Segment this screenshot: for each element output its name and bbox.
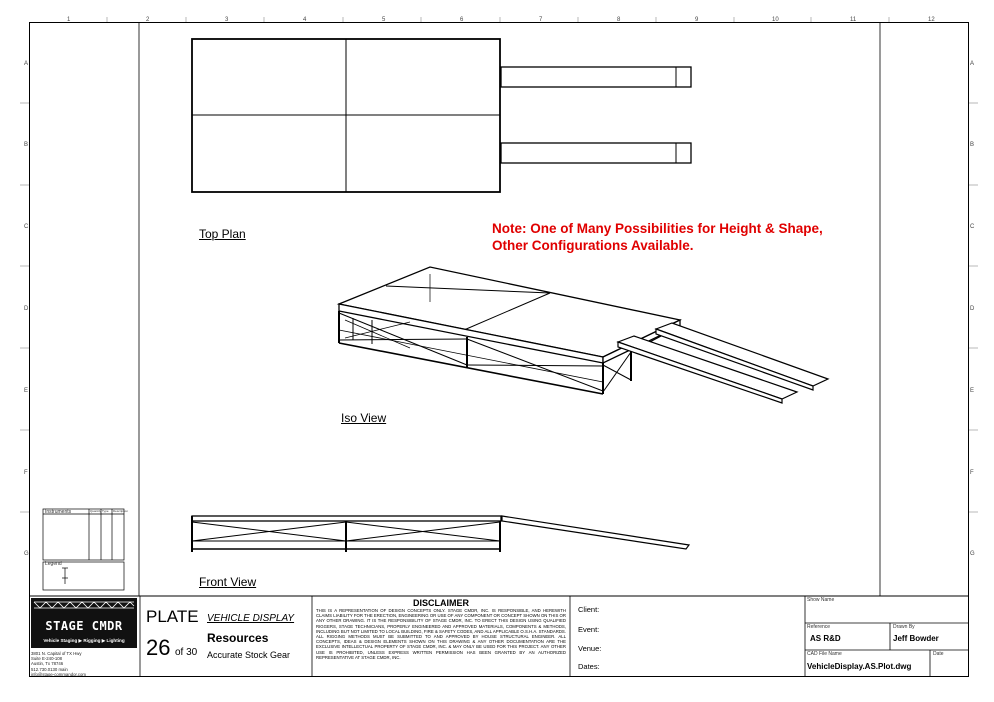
- cad-file-value: VehicleDisplay.AS.Plot.dwg: [807, 662, 912, 671]
- grid-row-e-right: E: [970, 388, 975, 394]
- grid-col-4: 4: [303, 17, 307, 23]
- grid-row-d-right: D: [970, 306, 975, 312]
- company-tagline: Vehicle Staging ▶ Rigging ▶ Lighting: [43, 638, 125, 643]
- grid-row-g: G: [24, 551, 29, 557]
- plate-of-total: of 30: [175, 647, 198, 658]
- grid-col-1: 1: [67, 17, 71, 23]
- date-label: Date: [933, 651, 944, 657]
- grid-row-a-right: A: [970, 61, 975, 67]
- grid-col-8: 8: [617, 17, 621, 23]
- plate-number: 26: [146, 635, 171, 660]
- grid-row-c-right: C: [970, 224, 975, 230]
- note-line-2: Other Configurations Available.: [492, 238, 694, 253]
- venue-field: Venue:: [578, 644, 602, 653]
- instruments-col-a: Quantity: [90, 509, 102, 513]
- grid-col-2: 2: [146, 17, 150, 23]
- grid-row-g-right: G: [970, 551, 975, 557]
- left-info-boxes: [43, 509, 124, 590]
- configuration-note: [492, 220, 823, 254]
- top-plan-ramp-1: [501, 67, 691, 87]
- address-line: 3801 N. Capital of TX Hwy: [31, 651, 82, 656]
- front-view-label: Front View: [199, 575, 257, 589]
- dates-field: Dates:: [578, 662, 600, 671]
- event-field: Event:: [578, 625, 600, 634]
- iso-view-label: Iso View: [341, 411, 387, 425]
- company-address: [31, 651, 86, 677]
- disclaimer-heading: DISCLAIMER: [413, 598, 469, 608]
- drawn-by-value: Jeff Bowder: [893, 634, 939, 643]
- front-view-drawing: [192, 516, 689, 552]
- company-name: STAGE CMDR: [45, 619, 123, 633]
- grid-col-7: 7: [539, 17, 543, 23]
- drawn-by-label: Drawn By: [893, 624, 915, 630]
- grid-row-b: B: [24, 142, 29, 148]
- note-line-1: Note: One of Many Possibilities for Height & Shape,: [492, 221, 823, 236]
- grid-col-3: 3: [225, 17, 229, 23]
- grid-col-6: 6: [460, 17, 464, 23]
- grid-col-11: 11: [850, 17, 857, 23]
- grid-row-b-right: B: [970, 142, 975, 148]
- legend-label: Legend: [45, 561, 62, 567]
- plate-subtitle: Accurate Stock Gear: [207, 650, 291, 660]
- grid-col-5: 5: [382, 17, 386, 23]
- grid-row-a: A: [24, 61, 29, 67]
- show-name-label: Show Name: [807, 597, 835, 603]
- front-deck: [192, 516, 501, 521]
- plate-resources: Resources: [207, 631, 269, 645]
- top-plan-drawing: [192, 39, 691, 192]
- grid-row-d: D: [24, 306, 29, 312]
- top-plan-ramp-2: [501, 143, 691, 163]
- grid-ticks: [20, 17, 978, 512]
- grid-col-10: 10: [772, 17, 779, 23]
- address-line: Suite E-240-108: [31, 656, 63, 662]
- client-field: Client:: [578, 605, 600, 614]
- grid-row-c: C: [24, 224, 29, 230]
- grid-row-f-right: F: [970, 470, 974, 476]
- address-line: info@stage-commandor.com: [31, 671, 86, 677]
- reference-label: Reference: [807, 624, 831, 630]
- instruments-label: Instruments: [45, 509, 72, 515]
- grid-col-9: 9: [695, 17, 699, 23]
- company-logo: [31, 598, 137, 648]
- instruments-col-c: Description: [113, 509, 129, 513]
- address-line: Austin, Tx 78746: [31, 661, 64, 667]
- grid-row-e: E: [24, 388, 29, 394]
- reference-value: AS R&D: [810, 634, 841, 643]
- plate-title: VEHICLE DISPLAY: [207, 613, 295, 624]
- front-ramp: [502, 516, 689, 549]
- disclaimer-block: [316, 598, 566, 660]
- plate-label: PLATE: [146, 607, 199, 626]
- grid-col-12: 12: [928, 17, 935, 23]
- iso-view-drawing: [339, 267, 828, 403]
- grid-row-f: F: [24, 470, 28, 476]
- disclaimer-body: THIS IS A REPRESENTATION OF DESIGN CONCEPTS ONLY. STAGE CMDR, INC. IS RESPONSIBLE, AND HEREWITH CLAIMS LIABILITY FOR THE ERECTION, ENGINEERING OR USE OF ANY COMPONENT OR CONCEPT SHOWN ON THIS OR ANY OTHER DRAWING. IT IS THE RESPONSIBILITY OF STAGE CMDR, INC. TO ERECT THIS DESIGN USING QUALIFIED RIGGERS, STAGE TECHNICIANS, PROPERLY ENGINEERED AND APPROVED MATERIALS, COMPONENTS & METHODS, INCLUDING BUT NOT LIMITED TO LOCAL BUILDING, FIRE & SAFETY CODES, AND ALL APPLICABLE O.S.H.A. STANDARDS. ALL RIGGING METHODS MUST BE SUBMITTED TO AND APPROVED BY HOUSE STRUCTURAL ENGINEER. ALL CONCEPTS, IDEAS & DESIGN ELEMENTS SHOWN ON THIS DRAWING & ANY OTHER DOCUMENTATION ARE THE EXCLUSIVE INTELLECTUAL PROPERTY OF STAGE CMDR, INC. & MAY ONLY BE USED FOR THIS PROJECT. ANY OTHER USE IS PROHIBITED, UNLESS EXPRESS WRITTEN PERMISSION HAS BEEN GRANTED BY AN AUTHORIZED REPRESENTATIVE AT STAGE CMDR, INC.: [316, 608, 566, 660]
- cad-file-label: CAD File Name: [807, 651, 842, 657]
- instruments-col-b: Type: [102, 509, 109, 513]
- address-line: 512.730.0130 main: [31, 666, 68, 672]
- top-plan-label: Top Plan: [199, 227, 246, 241]
